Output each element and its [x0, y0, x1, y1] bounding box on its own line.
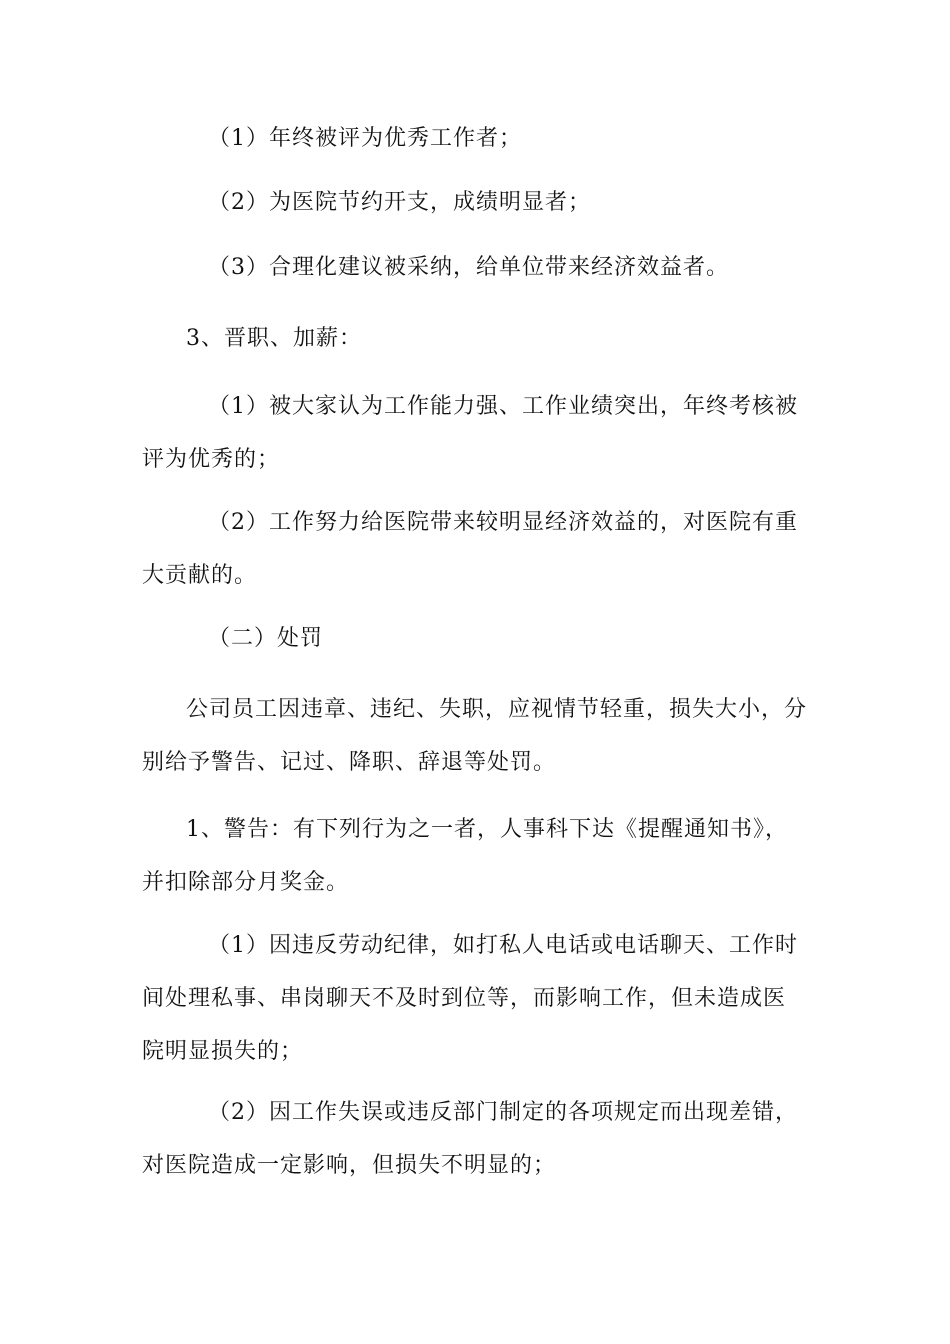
paragraph-reward-1: （1）年终被评为优秀工作者； [208, 126, 522, 151]
paragraph-warning-2: （2）因工作失误或违反部门制定的各项规定而出现差错，对医院造成一定影响，但损失不明显的； [142, 1100, 798, 1178]
heading-warning: 1、警告：有下列行为之一者，人事科下达《提醒通知书》，并扣除部分月奖金。 [142, 817, 788, 895]
paragraph-promotion-1: （1）被大家认为工作能力强、工作业绩突出，年终考核被评为优秀的； [142, 394, 798, 472]
paragraph-reward-3: （3）合理化建议被采纳，给单位带来经济效益者。 [208, 255, 729, 280]
paragraph-warning-1: （1）因违反劳动纪律，如打私人电话或电话聊天、工作时间处理私事、串岗聊天不及时到位等，而影响工作，但未造成医院明显损失的； [142, 933, 798, 1064]
paragraph-reward-2: （2）为医院节约开支，成绩明显者； [208, 190, 591, 215]
heading-promotion: 3、晋职、加薪： [186, 326, 362, 351]
paragraph-promotion-2: （2）工作努力给医院带来较明显经济效益的，对医院有重大贡献的。 [142, 510, 798, 588]
heading-punishment: （二）处罚 [208, 626, 324, 651]
paragraph-punishment-intro: 公司员工因违章、违纪、失职，应视情节轻重，损失大小，分别给予警告、记过、降职、辞退等处罚。 [142, 697, 808, 775]
